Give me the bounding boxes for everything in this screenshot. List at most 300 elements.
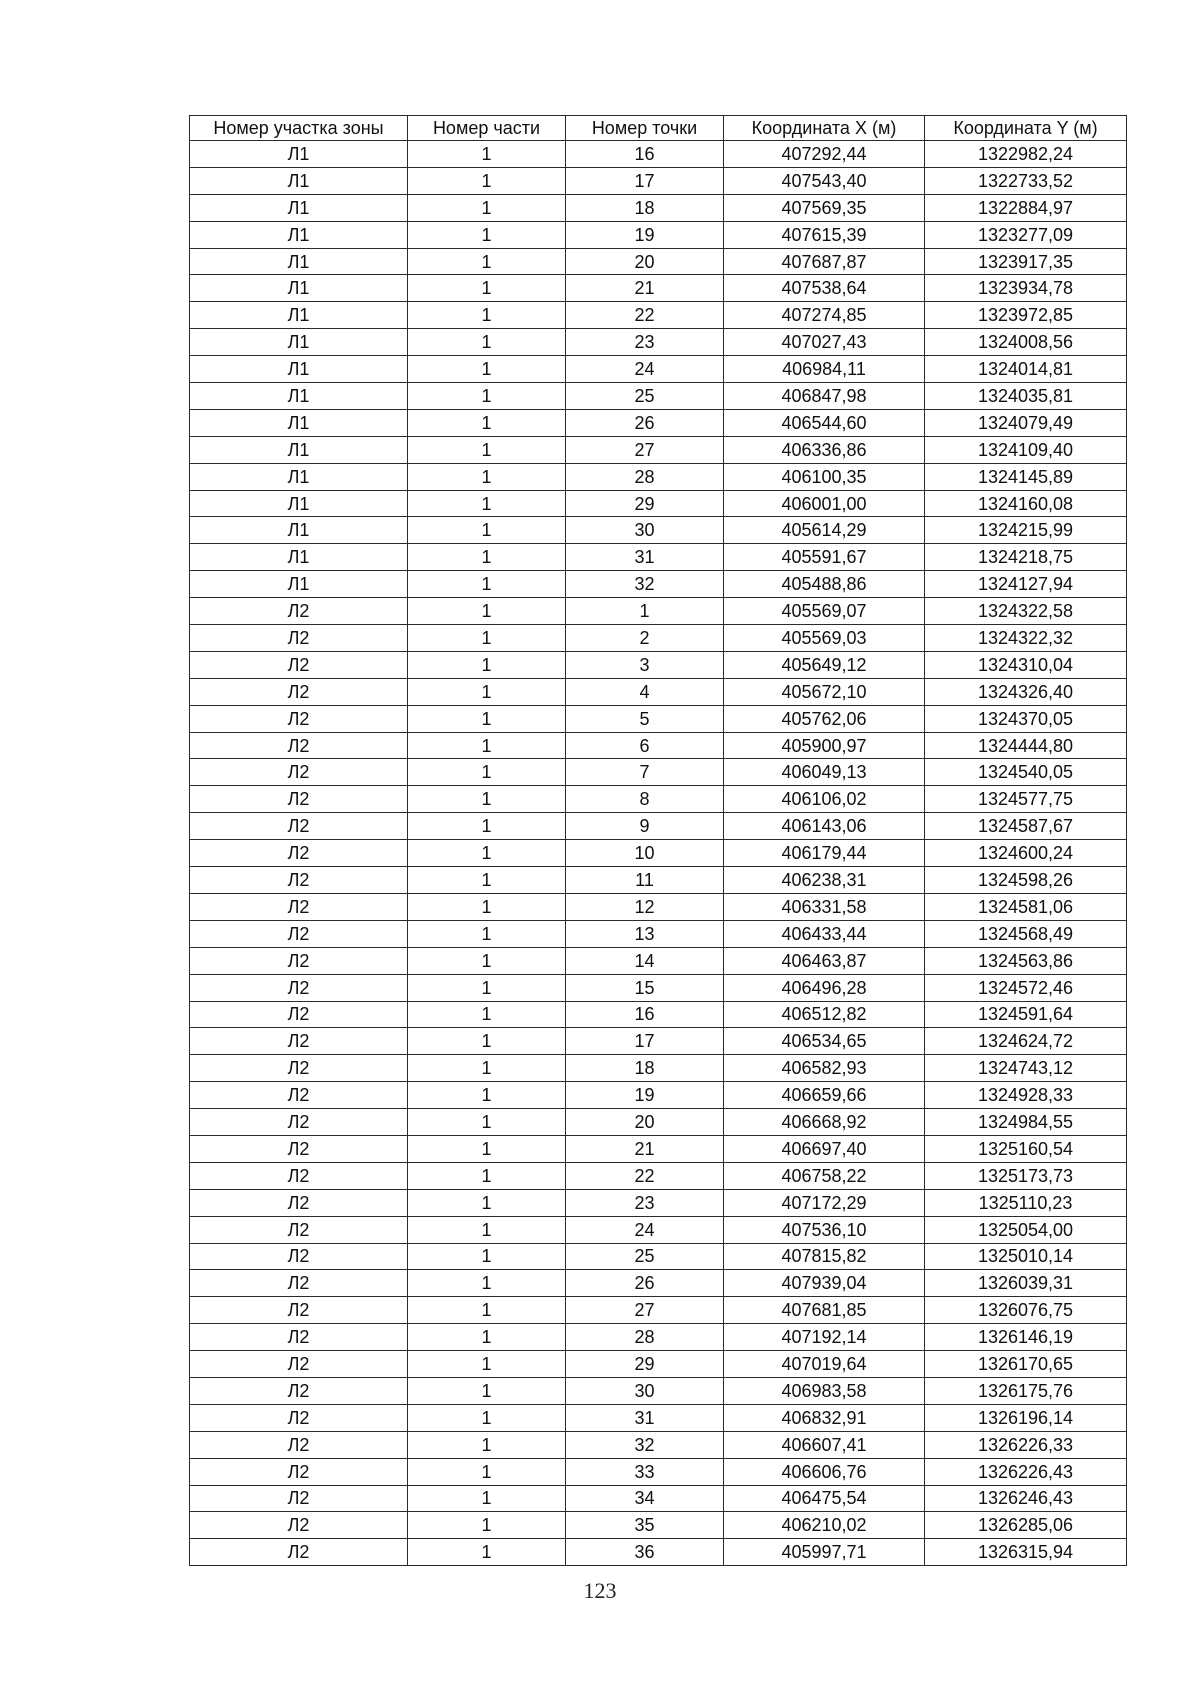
table-row	[190, 1270, 1127, 1297]
cell-part-number: 1	[408, 383, 566, 410]
cell-part-number: 1	[408, 302, 566, 329]
table-row	[190, 1404, 1127, 1431]
cell-coordinate-x: 406475,54	[724, 1485, 925, 1512]
cell-point-number: 8	[566, 786, 724, 813]
cell-point-number: 29	[566, 490, 724, 517]
cell-coordinate-y: 1324014,81	[925, 356, 1127, 383]
cell-coordinate-x: 407192,14	[724, 1324, 925, 1351]
cell-zone-section: Л2	[190, 1270, 408, 1297]
cell-point-number: 15	[566, 974, 724, 1001]
cell-coordinate-x: 407172,29	[724, 1189, 925, 1216]
cell-part-number: 1	[408, 571, 566, 598]
table-row	[190, 732, 1127, 759]
cell-coordinate-x: 405569,07	[724, 598, 925, 625]
cell-point-number: 20	[566, 248, 724, 275]
cell-point-number: 19	[566, 1082, 724, 1109]
cell-part-number: 1	[408, 1109, 566, 1136]
cell-point-number: 21	[566, 1135, 724, 1162]
cell-coordinate-x: 406106,02	[724, 786, 925, 813]
header-zone-section: Номер участка зоны	[190, 116, 408, 141]
cell-coordinate-x: 407615,39	[724, 221, 925, 248]
table-row	[190, 786, 1127, 813]
table-row	[190, 1297, 1127, 1324]
cell-part-number: 1	[408, 1189, 566, 1216]
cell-coordinate-x: 407027,43	[724, 329, 925, 356]
cell-zone-section: Л2	[190, 598, 408, 625]
cell-zone-section: Л2	[190, 1431, 408, 1458]
table-row	[190, 275, 1127, 302]
cell-coordinate-y: 1324218,75	[925, 544, 1127, 571]
cell-point-number: 31	[566, 544, 724, 571]
cell-coordinate-x: 407681,85	[724, 1297, 925, 1324]
cell-zone-section: Л1	[190, 571, 408, 598]
cell-zone-section: Л2	[190, 893, 408, 920]
cell-coordinate-y: 1326315,94	[925, 1539, 1127, 1566]
cell-coordinate-y: 1324587,67	[925, 813, 1127, 840]
cell-coordinate-y: 1324079,49	[925, 409, 1127, 436]
cell-part-number: 1	[408, 1485, 566, 1512]
cell-coordinate-y: 1326170,65	[925, 1351, 1127, 1378]
cell-coordinate-y: 1324591,64	[925, 1001, 1127, 1028]
cell-point-number: 18	[566, 194, 724, 221]
cell-part-number: 1	[408, 598, 566, 625]
cell-part-number: 1	[408, 409, 566, 436]
cell-zone-section: Л1	[190, 248, 408, 275]
cell-zone-section: Л2	[190, 1404, 408, 1431]
table-row	[190, 1001, 1127, 1028]
cell-zone-section: Л2	[190, 732, 408, 759]
table-row	[190, 651, 1127, 678]
cell-coordinate-x: 407569,35	[724, 194, 925, 221]
cell-part-number: 1	[408, 1243, 566, 1270]
cell-coordinate-y: 1324322,58	[925, 598, 1127, 625]
cell-part-number: 1	[408, 490, 566, 517]
table-row	[190, 1485, 1127, 1512]
cell-point-number: 18	[566, 1055, 724, 1082]
table-row	[190, 947, 1127, 974]
cell-part-number: 1	[408, 893, 566, 920]
cell-zone-section: Л2	[190, 625, 408, 652]
table-row	[190, 1324, 1127, 1351]
cell-coordinate-y: 1324215,99	[925, 517, 1127, 544]
cell-coordinate-x: 406331,58	[724, 893, 925, 920]
cell-coordinate-x: 406582,93	[724, 1055, 925, 1082]
table-row	[190, 167, 1127, 194]
cell-coordinate-y: 1324624,72	[925, 1028, 1127, 1055]
table-header	[190, 116, 1127, 141]
cell-coordinate-x: 407274,85	[724, 302, 925, 329]
cell-point-number: 30	[566, 517, 724, 544]
cell-zone-section: Л2	[190, 1082, 408, 1109]
cell-coordinate-x: 406607,41	[724, 1431, 925, 1458]
cell-coordinate-y: 1324563,86	[925, 947, 1127, 974]
cell-coordinate-y: 1326146,19	[925, 1324, 1127, 1351]
page-number: 123	[583, 1578, 617, 1603]
table-row	[190, 463, 1127, 490]
cell-point-number: 11	[566, 867, 724, 894]
cell-zone-section: Л2	[190, 1243, 408, 1270]
cell-zone-section: Л1	[190, 275, 408, 302]
cell-coordinate-y: 1324035,81	[925, 383, 1127, 410]
cell-coordinate-x: 405997,71	[724, 1539, 925, 1566]
cell-coordinate-x: 407538,64	[724, 275, 925, 302]
cell-zone-section: Л1	[190, 221, 408, 248]
cell-zone-section: Л2	[190, 813, 408, 840]
cell-zone-section: Л1	[190, 167, 408, 194]
cell-zone-section: Л2	[190, 1001, 408, 1028]
cell-coordinate-y: 1324109,40	[925, 436, 1127, 463]
header-coordinate-x: Координата X (м)	[724, 116, 925, 141]
cell-coordinate-y: 1324572,46	[925, 974, 1127, 1001]
table-row	[190, 409, 1127, 436]
cell-part-number: 1	[408, 167, 566, 194]
table-row	[190, 571, 1127, 598]
table-row	[190, 194, 1127, 221]
cell-point-number: 34	[566, 1485, 724, 1512]
cell-point-number: 25	[566, 383, 724, 410]
cell-part-number: 1	[408, 759, 566, 786]
cell-coordinate-y: 1322982,24	[925, 141, 1127, 168]
cell-coordinate-y: 1322884,97	[925, 194, 1127, 221]
cell-part-number: 1	[408, 1055, 566, 1082]
cell-point-number: 1	[566, 598, 724, 625]
cell-part-number: 1	[408, 1539, 566, 1566]
cell-coordinate-x: 407019,64	[724, 1351, 925, 1378]
cell-coordinate-x: 406143,06	[724, 813, 925, 840]
table-row	[190, 1216, 1127, 1243]
cell-coordinate-x: 405900,97	[724, 732, 925, 759]
cell-part-number: 1	[408, 974, 566, 1001]
cell-coordinate-x: 406534,65	[724, 1028, 925, 1055]
table-row	[190, 1162, 1127, 1189]
cell-part-number: 1	[408, 947, 566, 974]
cell-zone-section: Л2	[190, 1297, 408, 1324]
table-body	[190, 141, 1127, 1566]
cell-point-number: 33	[566, 1458, 724, 1485]
cell-part-number: 1	[408, 141, 566, 168]
cell-coordinate-x: 405672,10	[724, 678, 925, 705]
cell-point-number: 30	[566, 1377, 724, 1404]
cell-part-number: 1	[408, 1028, 566, 1055]
cell-part-number: 1	[408, 625, 566, 652]
cell-zone-section: Л2	[190, 1162, 408, 1189]
cell-zone-section: Л1	[190, 356, 408, 383]
cell-part-number: 1	[408, 329, 566, 356]
table-row	[190, 517, 1127, 544]
cell-coordinate-y: 1325173,73	[925, 1162, 1127, 1189]
header-part-number: Номер части	[408, 116, 566, 141]
cell-coordinate-y: 1324984,55	[925, 1109, 1127, 1136]
cell-zone-section: Л2	[190, 974, 408, 1001]
cell-part-number: 1	[408, 786, 566, 813]
cell-coordinate-x: 406179,44	[724, 840, 925, 867]
table-row	[190, 1055, 1127, 1082]
cell-coordinate-y: 1324540,05	[925, 759, 1127, 786]
cell-zone-section: Л1	[190, 194, 408, 221]
cell-zone-section: Л2	[190, 1377, 408, 1404]
table-row	[190, 436, 1127, 463]
table-row	[190, 141, 1127, 168]
cell-zone-section: Л2	[190, 786, 408, 813]
cell-zone-section: Л2	[190, 1189, 408, 1216]
cell-part-number: 1	[408, 840, 566, 867]
cell-zone-section: Л2	[190, 705, 408, 732]
cell-zone-section: Л1	[190, 436, 408, 463]
table-row	[190, 302, 1127, 329]
cell-coordinate-x: 407939,04	[724, 1270, 925, 1297]
table-row	[190, 678, 1127, 705]
cell-coordinate-y: 1323277,09	[925, 221, 1127, 248]
cell-zone-section: Л1	[190, 409, 408, 436]
coordinates-table	[189, 115, 1127, 1566]
cell-coordinate-y: 1324322,32	[925, 625, 1127, 652]
table-row	[190, 920, 1127, 947]
cell-part-number: 1	[408, 1162, 566, 1189]
cell-coordinate-y: 1324160,08	[925, 490, 1127, 517]
cell-coordinate-y: 1326175,76	[925, 1377, 1127, 1404]
table-row	[190, 867, 1127, 894]
table-row	[190, 813, 1127, 840]
table-row	[190, 1189, 1127, 1216]
cell-point-number: 7	[566, 759, 724, 786]
cell-coordinate-y: 1324444,80	[925, 732, 1127, 759]
table-row	[190, 1431, 1127, 1458]
table-row	[190, 221, 1127, 248]
cell-zone-section: Л2	[190, 1109, 408, 1136]
cell-coordinate-x: 407687,87	[724, 248, 925, 275]
cell-point-number: 12	[566, 893, 724, 920]
cell-zone-section: Л2	[190, 920, 408, 947]
cell-point-number: 16	[566, 141, 724, 168]
table-row	[190, 1082, 1127, 1109]
cell-zone-section: Л1	[190, 302, 408, 329]
cell-point-number: 5	[566, 705, 724, 732]
cell-point-number: 26	[566, 1270, 724, 1297]
cell-point-number: 17	[566, 167, 724, 194]
cell-coordinate-y: 1324568,49	[925, 920, 1127, 947]
cell-part-number: 1	[408, 1431, 566, 1458]
cell-coordinate-x: 406697,40	[724, 1135, 925, 1162]
cell-part-number: 1	[408, 1458, 566, 1485]
table-row	[190, 1109, 1127, 1136]
cell-part-number: 1	[408, 248, 566, 275]
cell-part-number: 1	[408, 1512, 566, 1539]
cell-point-number: 22	[566, 1162, 724, 1189]
table-row	[190, 329, 1127, 356]
cell-coordinate-x: 406832,91	[724, 1404, 925, 1431]
cell-zone-section: Л2	[190, 678, 408, 705]
cell-coordinate-x: 406847,98	[724, 383, 925, 410]
cell-point-number: 32	[566, 1431, 724, 1458]
table-row	[190, 974, 1127, 1001]
cell-coordinate-x: 405591,67	[724, 544, 925, 571]
cell-zone-section: Л2	[190, 1351, 408, 1378]
cell-zone-section: Л1	[190, 463, 408, 490]
cell-point-number: 27	[566, 1297, 724, 1324]
cell-coordinate-x: 406668,92	[724, 1109, 925, 1136]
table-row	[190, 1458, 1127, 1485]
cell-zone-section: Л2	[190, 759, 408, 786]
cell-point-number: 23	[566, 329, 724, 356]
cell-zone-section: Л2	[190, 1216, 408, 1243]
cell-point-number: 9	[566, 813, 724, 840]
cell-coordinate-y: 1326039,31	[925, 1270, 1127, 1297]
cell-coordinate-x: 407815,82	[724, 1243, 925, 1270]
cell-coordinate-y: 1324310,04	[925, 651, 1127, 678]
cell-part-number: 1	[408, 463, 566, 490]
cell-part-number: 1	[408, 544, 566, 571]
cell-coordinate-y: 1324145,89	[925, 463, 1127, 490]
table-row	[190, 1539, 1127, 1566]
table-row	[190, 893, 1127, 920]
cell-part-number: 1	[408, 813, 566, 840]
table-row	[190, 248, 1127, 275]
cell-zone-section: Л1	[190, 490, 408, 517]
cell-point-number: 24	[566, 356, 724, 383]
table-row	[190, 1351, 1127, 1378]
cell-coordinate-y: 1326196,14	[925, 1404, 1127, 1431]
cell-zone-section: Л2	[190, 840, 408, 867]
cell-part-number: 1	[408, 1404, 566, 1431]
cell-coordinate-y: 1323934,78	[925, 275, 1127, 302]
cell-coordinate-y: 1324127,94	[925, 571, 1127, 598]
table-row	[190, 356, 1127, 383]
cell-zone-section: Л1	[190, 383, 408, 410]
table-row	[190, 1377, 1127, 1404]
cell-part-number: 1	[408, 867, 566, 894]
cell-coordinate-x: 406758,22	[724, 1162, 925, 1189]
cell-coordinate-y: 1325160,54	[925, 1135, 1127, 1162]
cell-coordinate-x: 406512,82	[724, 1001, 925, 1028]
cell-coordinate-x: 406984,11	[724, 356, 925, 383]
header-row	[190, 116, 1127, 141]
cell-coordinate-x: 406433,44	[724, 920, 925, 947]
cell-zone-section: Л2	[190, 1512, 408, 1539]
cell-zone-section: Л2	[190, 947, 408, 974]
cell-coordinate-x: 405762,06	[724, 705, 925, 732]
cell-point-number: 2	[566, 625, 724, 652]
cell-coordinate-x: 406544,60	[724, 409, 925, 436]
table-row	[190, 1135, 1127, 1162]
cell-coordinate-x: 406983,58	[724, 1377, 925, 1404]
cell-zone-section: Л1	[190, 329, 408, 356]
cell-part-number: 1	[408, 920, 566, 947]
cell-coordinate-x: 406336,86	[724, 436, 925, 463]
cell-part-number: 1	[408, 221, 566, 248]
cell-coordinate-y: 1323917,35	[925, 248, 1127, 275]
cell-coordinate-x: 406496,28	[724, 974, 925, 1001]
cell-coordinate-y: 1324577,75	[925, 786, 1127, 813]
cell-zone-section: Л1	[190, 517, 408, 544]
cell-coordinate-x: 405569,03	[724, 625, 925, 652]
cell-part-number: 1	[408, 517, 566, 544]
cell-point-number: 25	[566, 1243, 724, 1270]
cell-point-number: 35	[566, 1512, 724, 1539]
cell-coordinate-x: 407536,10	[724, 1216, 925, 1243]
cell-point-number: 36	[566, 1539, 724, 1566]
cell-part-number: 1	[408, 651, 566, 678]
cell-coordinate-y: 1324598,26	[925, 867, 1127, 894]
cell-coordinate-x: 406238,31	[724, 867, 925, 894]
cell-coordinate-y: 1324581,06	[925, 893, 1127, 920]
cell-zone-section: Л2	[190, 651, 408, 678]
cell-coordinate-x: 406463,87	[724, 947, 925, 974]
cell-point-number: 32	[566, 571, 724, 598]
cell-point-number: 19	[566, 221, 724, 248]
cell-part-number: 1	[408, 1082, 566, 1109]
cell-part-number: 1	[408, 1270, 566, 1297]
cell-coordinate-y: 1324370,05	[925, 705, 1127, 732]
cell-part-number: 1	[408, 194, 566, 221]
cell-point-number: 26	[566, 409, 724, 436]
cell-part-number: 1	[408, 1351, 566, 1378]
cell-coordinate-x: 407292,44	[724, 141, 925, 168]
cell-coordinate-x: 405614,29	[724, 517, 925, 544]
cell-coordinate-y: 1324008,56	[925, 329, 1127, 356]
cell-point-number: 22	[566, 302, 724, 329]
cell-point-number: 20	[566, 1109, 724, 1136]
cell-point-number: 17	[566, 1028, 724, 1055]
table-row	[190, 598, 1127, 625]
cell-point-number: 27	[566, 436, 724, 463]
cell-zone-section: Л2	[190, 867, 408, 894]
cell-coordinate-y: 1326226,43	[925, 1458, 1127, 1485]
cell-part-number: 1	[408, 732, 566, 759]
cell-coordinate-x: 406049,13	[724, 759, 925, 786]
table-row	[190, 490, 1127, 517]
cell-coordinate-y: 1324600,24	[925, 840, 1127, 867]
cell-point-number: 28	[566, 1324, 724, 1351]
table-row	[190, 1243, 1127, 1270]
cell-part-number: 1	[408, 1001, 566, 1028]
cell-coordinate-y: 1324928,33	[925, 1082, 1127, 1109]
cell-coordinate-y: 1322733,52	[925, 167, 1127, 194]
cell-coordinate-y: 1325054,00	[925, 1216, 1127, 1243]
table-row	[190, 705, 1127, 732]
cell-point-number: 21	[566, 275, 724, 302]
cell-coordinate-y: 1325010,14	[925, 1243, 1127, 1270]
table-row	[190, 383, 1127, 410]
cell-coordinate-x: 405488,86	[724, 571, 925, 598]
cell-point-number: 14	[566, 947, 724, 974]
cell-point-number: 3	[566, 651, 724, 678]
table-row	[190, 1512, 1127, 1539]
cell-coordinate-x: 406100,35	[724, 463, 925, 490]
cell-coordinate-y: 1326226,33	[925, 1431, 1127, 1458]
header-point-number: Номер точки	[566, 116, 724, 141]
cell-coordinate-x: 406210,02	[724, 1512, 925, 1539]
cell-coordinate-y: 1324743,12	[925, 1055, 1127, 1082]
cell-coordinate-x: 406606,76	[724, 1458, 925, 1485]
cell-part-number: 1	[408, 275, 566, 302]
cell-coordinate-y: 1326285,06	[925, 1512, 1127, 1539]
cell-coordinate-y: 1325110,23	[925, 1189, 1127, 1216]
cell-part-number: 1	[408, 356, 566, 383]
cell-zone-section: Л2	[190, 1539, 408, 1566]
cell-part-number: 1	[408, 678, 566, 705]
cell-coordinate-y: 1324326,40	[925, 678, 1127, 705]
cell-point-number: 13	[566, 920, 724, 947]
cell-part-number: 1	[408, 705, 566, 732]
cell-zone-section: Л1	[190, 141, 408, 168]
cell-zone-section: Л2	[190, 1135, 408, 1162]
table-row	[190, 625, 1127, 652]
cell-part-number: 1	[408, 1324, 566, 1351]
cell-part-number: 1	[408, 1135, 566, 1162]
cell-zone-section: Л2	[190, 1028, 408, 1055]
cell-part-number: 1	[408, 436, 566, 463]
cell-part-number: 1	[408, 1377, 566, 1404]
